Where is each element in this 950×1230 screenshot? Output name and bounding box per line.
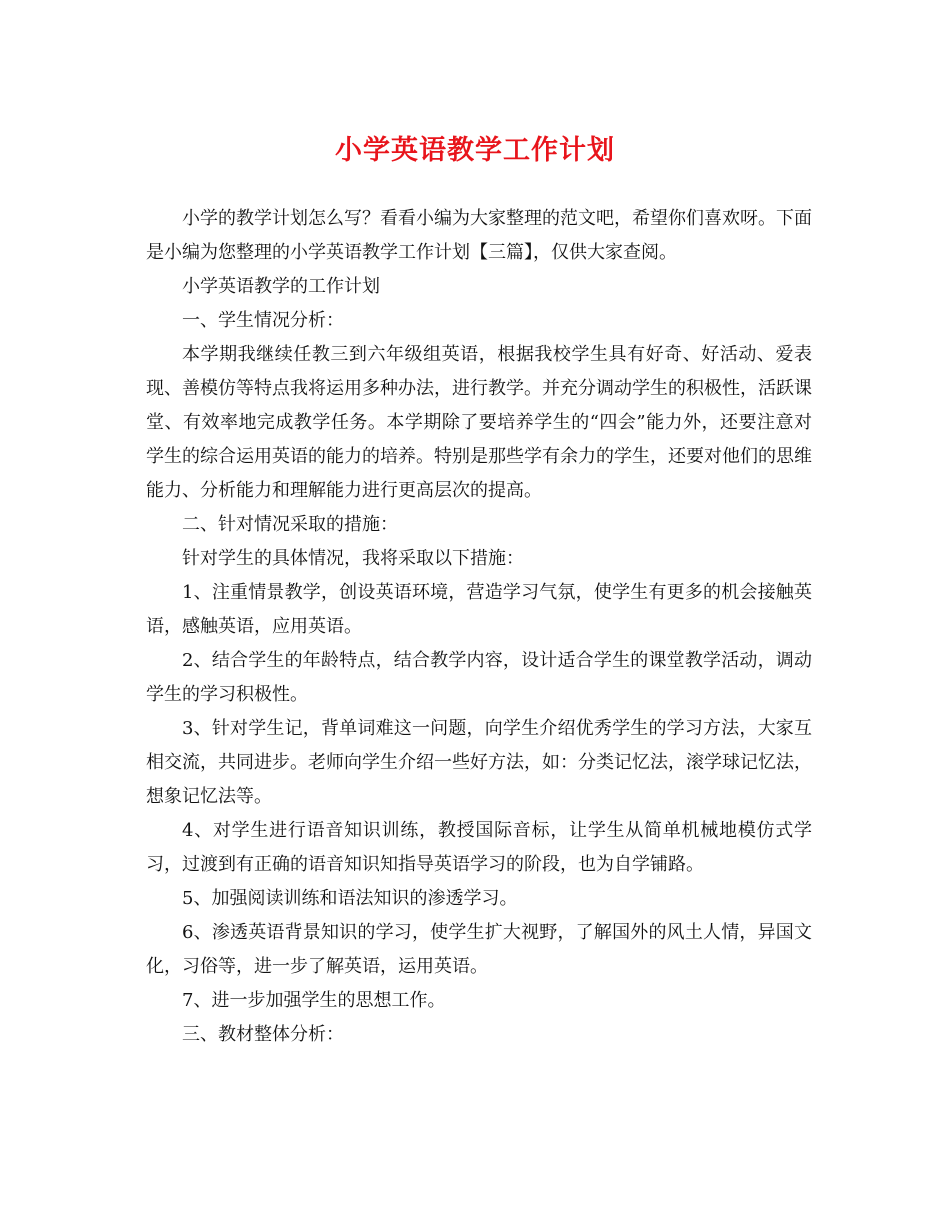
list-item-4: 4、对学生进行语音知识训练，教授国际音标，让学生从简单机械地模仿式学习，过渡到有正确的语音知识知指导英语学习的阶段，也为自学铺路。 <box>146 820 812 875</box>
list-item-2: 2、结合学生的年龄特点，结合教学内容，设计适合学生的课堂教学活动，调动学生的学习积极性。 <box>146 650 812 705</box>
section-heading-1: 一、学生情况分析： <box>182 310 344 331</box>
list-item-3: 3、针对学生记，背单词难这一问题，向学生介绍优秀学生的学习方法，大家互相交流，共同进步。老师向学生介绍一些好方法，如：分类记忆法，滚学球记忆法，想象记忆法等。 <box>146 718 812 807</box>
list-item-5: 5、加强阅读训练和语法知识的渗透学习。 <box>182 888 518 909</box>
paragraph-measures-intro: 针对学生的具体情况，我将采取以下措施： <box>182 548 524 569</box>
paragraph-subtitle: 小学英语教学的工作计划 <box>182 276 380 297</box>
section-heading-3: 三、教材整体分析： <box>182 1024 344 1045</box>
list-item-7: 7、进一步加强学生的思想工作。 <box>182 990 446 1011</box>
paragraph-intro: 小学的教学计划怎么写？看看小编为大家整理的范文吧，希望你们喜欢呀。下面是小编为您整理的小学英语教学工作计划【三篇】，仅供大家查阅。 <box>146 208 812 263</box>
list-item-1: 1、注重情景教学，创设英语环境，营造学习气氛，使学生有更多的机会接触英语，感触英语，应用英语。 <box>146 582 812 637</box>
list-item-6: 6、渗透英语背景知识的学习，使学生扩大视野，了解国外的风土人情，异国文化，习俗等，进一步了解英语，运用英语。 <box>146 922 812 977</box>
section-heading-2: 二、针对情况采取的措施： <box>182 514 398 535</box>
document-title: 小学英语教学工作计划 <box>335 135 615 166</box>
paragraph-student-analysis: 本学期我继续任教三到六年级组英语，根据我校学生具有好奇、好活动、爱表现、善模仿等特点我将运用多种办法，进行教学。并充分调动学生的积极性，活跃课堂、有效率地完成教学任务。本学期除了要培养学生的“四会”能力外，还要注意对学生的综合运用英语的能力的培养。特别是那些学有余力的学生，还要对他们的思维能力、分析能力和理解能力进行更高层次的提高。 <box>146 344 812 501</box>
document-body <box>146 202 812 1052</box>
